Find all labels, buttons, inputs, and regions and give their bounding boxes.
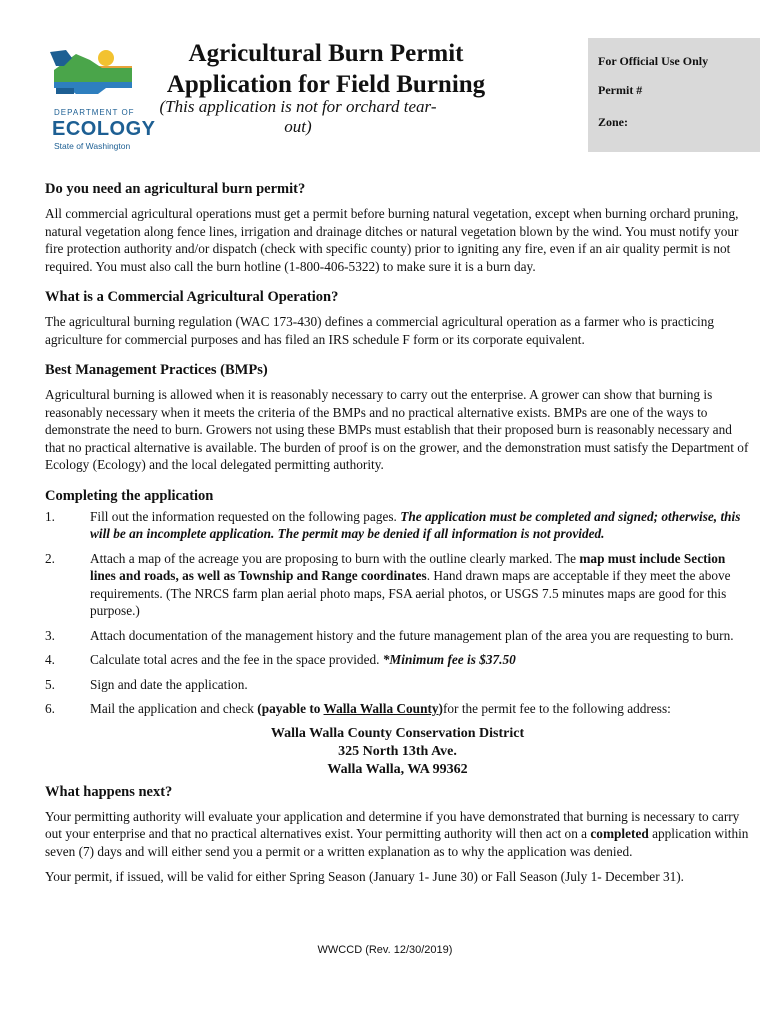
list-item [45, 676, 750, 694]
zone-label: Zone: [598, 115, 628, 129]
list-item-number: 6. [45, 701, 55, 716]
section-body-bmps: Agricultural burning is allowed when it is reasonably necessary to carry out the enterprise. A grower can show that burning is reasonably necessary when it meets the criteria of the BMPs and no practical alternative exists. BMPs are one of the ways to demonstrate the need to burn. Growers not using these BMPs must establish that their proposed burn is reasonably necessary and that no practical alternative is available. The burden of proof is on the grower, and the demonstration must satisfy the Department of Ecology (Ecology) and the local delegated permitting authority. [45, 387, 749, 472]
list-item-number: 3. [45, 627, 55, 643]
section-body-need-permit: All commercial agricultural operations must get a permit before burning natural vegetation, except when burning orchard pruning, natural vegetation along fence lines, irrigation and drainage ditches or natural vegetation blown by the wind. You must notify your fire protection authority and/or dispatch (check with specific county) prior to igniting any fire, even if an air quality permit is not required. You must also call the burn hotline (1-800-406-5322) to make sure it is a burn day. [45, 206, 739, 274]
ecology-logo [46, 44, 156, 154]
list-item [45, 550, 750, 620]
list-item-emphasis: The application must be completed and signed; otherwise, this will be an incomplete application. The permit may be denied if all information is not provided. [90, 508, 741, 541]
section-body-what-next [45, 808, 750, 861]
list-item [45, 627, 750, 645]
official-use-heading: For Official Use Only [598, 54, 709, 68]
list-item-text: Attach a map of the acreage you are proposing to burn with the outline clearly marked. The [90, 550, 580, 566]
list-item-number: 1. [45, 508, 55, 524]
logo-department-text: DEPARTMENT OF [54, 108, 135, 117]
list-item [45, 700, 750, 718]
section-body-commercial-operation: The agricultural burning regulation (WAC 173-430) defines a commercial agricultural operation as a farmer who is practicing agriculture for commercial purposes and has filed an IRS schedule F form or its corporate equivalent. [45, 314, 715, 347]
list-item-text: Mail the application and check [90, 701, 258, 716]
page-subtitle: (This application is not for orchard tear-out) [159, 97, 437, 136]
list-item [45, 651, 750, 669]
address-line-2: 325 North 13th Ave. [338, 743, 457, 759]
title-line-1: Agricultural Burn Permit [188, 40, 464, 67]
washington-state-logo-icon [46, 44, 140, 106]
permit-number-label: Permit # [598, 83, 643, 97]
mailing-address [45, 725, 750, 779]
official-use-box [588, 38, 760, 152]
minimum-fee-text: *Minimum fee is $37.50 [382, 652, 516, 667]
payee-name: Walla Walla County [323, 701, 439, 716]
what-next-bold: completed [590, 826, 649, 841]
address-line-1: Walla Walla County Conservation District [270, 725, 525, 741]
list-item-bold: ) [438, 701, 443, 716]
list-item-number: 5. [45, 676, 55, 692]
list-item-text: Calculate total acres and the fee in the space provided. [90, 652, 383, 667]
address-line-3: Walla Walla, WA 99362 [327, 761, 468, 777]
page-title [150, 38, 502, 100]
list-item-bold: map must include Section lines and roads, as well as Township and Range coordinates [90, 550, 726, 583]
section-heading-bmps: Best Management Practices (BMPs) [45, 362, 268, 378]
list-item-text: Fill out the information requested on the following pages. [90, 508, 397, 524]
list-item-number: 4. [45, 652, 55, 667]
section-heading-need-permit: Do you need an agricultural burn permit? [45, 181, 306, 197]
logo-state-text: State of Washington [54, 141, 131, 151]
list-item-text: for the permit fee to the following address: [442, 701, 671, 716]
what-next-text: Your permitting authority will evaluate your application and determine if you have demonstrated that burning is necessary to carry out your enterprise and that no practical alternatives exist. Your permitting authority will then act on a [45, 808, 740, 841]
list-item [45, 508, 750, 543]
list-item-text: Sign and date the application. [90, 676, 248, 692]
what-next-text: application within seven (7) days and will either send you a permit or a written explanation as to why the application was denied. [45, 826, 749, 859]
section-heading-commercial-operation: What is a Commercial Agricultural Operation? [45, 289, 339, 305]
document-body [45, 180, 750, 899]
list-item-number: 2. [45, 550, 55, 566]
title-line-2: Application for Field Burning [166, 71, 486, 98]
logo-ecology-text: ECOLOGY [52, 118, 156, 140]
section-heading-what-next: What happens next? [45, 783, 173, 800]
completing-steps-list [45, 508, 750, 718]
footer-revision: WWCCD (Rev. 12/30/2019) [317, 944, 453, 956]
list-item-text: . Hand drawn maps are acceptable if they meet the above requirements. (The NRCS farm plan aerial photo maps, FSA aerial photos, or USGS 7.5 minutes maps are good for this purpose.) [90, 568, 731, 618]
list-item-text: Attach documentation of the management history and the future management plan of the area you are requesting to burn. [90, 627, 734, 643]
permit-validity-text: Your permit, if issued, will be valid for either Spring Season (January 1- June 30) or Fall Season (July 1- December 31). [45, 869, 684, 884]
list-item-bold: (payable to [257, 701, 324, 716]
section-heading-completing: Completing the application [45, 487, 214, 504]
